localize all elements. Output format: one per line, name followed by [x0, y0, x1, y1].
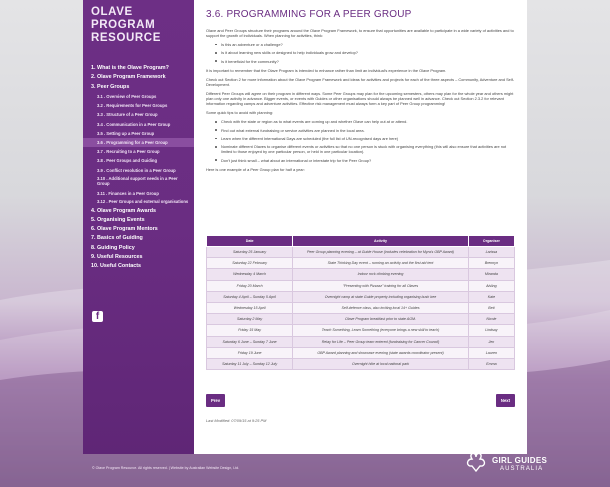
table-row [207, 291, 515, 302]
next-button[interactable]: Next [496, 394, 515, 407]
table-row [207, 358, 515, 369]
site-logo[interactable] [91, 6, 191, 45]
table-row [207, 280, 515, 291]
sidebar-subitem[interactable]: 3.10 . Additional support needs in a Peer Group [97, 176, 178, 187]
sidebar-nav [83, 64, 194, 272]
cell-organiser: Nicole [468, 314, 514, 325]
paragraph: Different Peer Groups will agree on their program in different ways. Some Peer Groups may plan for the upcoming semesters, others may plan for the whole year and others might plan only one activity in advance. Bigger events, or events with Guides or other organisations should always be planned well in advance. Check out Section 2.3.2 for relevant information regarding camps and adventure activities. Effective risk management must always form a key part of Peer Group programming! [206, 91, 514, 107]
sidebar-subitem[interactable]: 3.1 . Overview of Peer Groups [97, 93, 157, 99]
cell-date: Saturday 11 July – Sunday 12 July [207, 358, 293, 369]
cell-organiser: Lauren [468, 347, 514, 358]
brand-country: AUSTRALIA [500, 466, 544, 472]
cell-organiser: Beti [468, 302, 514, 313]
peer-group-plan-table [206, 235, 515, 370]
cell-organiser: Miranda [468, 269, 514, 280]
sidebar-subitem[interactable]: 3.8 . Peer Groups and Guiding [97, 158, 158, 164]
sidebar-subitem[interactable]: 3.3 . Structure of a Peer Group [97, 112, 158, 118]
list-item: Is this an adventure or a challenge? [215, 42, 516, 47]
sidebar-item[interactable]: 1. What is the Olave Program? [91, 65, 169, 71]
sidebar-item[interactable]: 5. Organising Events [91, 216, 145, 223]
cell-activity: Self-defence class, also inviting local 14+ Guides [293, 302, 469, 313]
cell-activity: State Thinking Day event – running an activity and the first aid tent [293, 258, 469, 269]
cell-date: Wednesday 15 April [207, 302, 293, 313]
page-title-number: 3.6. [206, 9, 224, 20]
cell-date: Saturday 4 April – Sunday 5 April [207, 291, 293, 302]
list-item: Is it beneficial for the community? [215, 59, 516, 64]
list-item: Nominate different Olaves to organise different events or activities so that no one person is stuck with organising everything (this will also ensure that activities are not limited to those enjoyed by one particular person, or held in one particular location). [215, 144, 516, 154]
sidebar-item[interactable]: 10. Useful Contacts [91, 263, 142, 270]
page-title-text: PROGRAMMING FOR A PEER GROUP [226, 9, 412, 20]
logo-line: RESOURCE [91, 32, 161, 44]
sidebar-item[interactable]: 3. Peer Groups [91, 83, 130, 90]
cell-date: Friday 19 June [207, 347, 293, 358]
sidebar-item[interactable]: 7. Basics of Guiding [91, 235, 143, 242]
sidebar-item[interactable]: 2. Olave Program Framework [91, 74, 166, 81]
sidebar-subitem[interactable]: 3.2 . Requirements for Peer Groups [97, 103, 168, 109]
cell-activity: "Presenting with Pizzazz" training for all Olaves [293, 280, 469, 291]
cell-organiser: Jen [468, 336, 514, 347]
paragraph: It is important to remember that the Olave Program is intended to enhance rather than limit an individual's experience in the Olave Program. [206, 67, 447, 73]
brand-name: GIRL GUIDES [492, 456, 548, 465]
sidebar-subitem[interactable]: 3.6 . Programming for a Peer Group [83, 138, 194, 147]
cell-date: Wednesday 4 March [207, 269, 293, 280]
list-item: Don't just think small – what about an international or interstate trip for the Peer Group? [215, 158, 516, 163]
sidebar-item[interactable]: 9. Useful Resources [91, 254, 143, 261]
sidebar-subitem[interactable]: 3.5 . Setting up a Peer Group [97, 130, 155, 136]
cell-date: Saturday 6 June – Sunday 7 June [207, 336, 293, 347]
prev-button[interactable]: Prev [206, 394, 225, 407]
table-row [207, 325, 515, 336]
cell-activity: Overnight hike at local national park [293, 358, 469, 369]
tips-intro: Some quick tips to avoid with planning: [206, 110, 274, 116]
cell-activity: Indoor rock climbing evening [293, 269, 469, 280]
think-list [206, 42, 516, 64]
table-row [207, 347, 515, 358]
table-row [207, 336, 515, 347]
cell-organiser: Kate [468, 291, 514, 302]
cell-activity: Peer Group planning evening – at Guide House (includes celebration for Myra's OBP Award) [293, 247, 469, 258]
cell-date: Saturday 2 May [207, 314, 293, 325]
tips-list [206, 119, 516, 163]
facebook-icon[interactable]: f [92, 311, 103, 322]
cell-organiser: Lindsay [468, 325, 514, 336]
main-content [194, 0, 527, 454]
list-item: Find out what external fundraising or service activities are planned in the local area. [215, 128, 516, 133]
sidebar-subitem[interactable]: 3.12 . Peer Groups and external organisations [97, 199, 189, 205]
sidebar-subitem[interactable]: 3.7 . Recruiting to a Peer Group [97, 149, 160, 155]
footer-copyright: © Olave Program Resource. All rights reserved. | Website by Australian Website Design, Ltd. [92, 466, 240, 470]
sidebar-subitem[interactable]: 3.9 . Conflict resolution in a Peer Group [97, 167, 176, 173]
list-item: Check with the state or region as to what events are coming up and whether Olave can help out at or attend. [215, 119, 516, 124]
sidebar-subitem[interactable]: 3.11 . Finances in a Peer Group [97, 190, 159, 196]
article-body [206, 28, 516, 176]
table-row [207, 314, 515, 325]
sidebar-item[interactable]: 8. Guiding Policy [91, 244, 135, 251]
cell-activity: Overnight camp at state Guide property including organising bush bee [293, 291, 469, 302]
column-header-date: Date [207, 236, 293, 247]
example-intro: Here is one example of a Peer Group plan for half a year: [206, 166, 305, 172]
cell-activity: OBP Award planning and showcase evening (state awards coordinator present) [293, 347, 469, 358]
table-row [207, 247, 515, 258]
logo-line: PROGRAM [91, 19, 156, 31]
sidebar-subitem[interactable]: 3.4 . Communication in a Peer Group [97, 121, 171, 127]
table-row [207, 269, 515, 280]
sidebar-item[interactable]: 6. Olave Program Mentors [91, 226, 158, 233]
cell-date: Friday 15 May [207, 325, 293, 336]
cell-date: Saturday 22 February [207, 258, 293, 269]
paragraph: Check out Section 2 for more information about the Olave Program Framework and ideas for activities and projects for each of the three aspects – Community, Adventure and Self-Development. [206, 76, 515, 88]
list-item: Is it about learning new skills or designed to help individuals grow and develop? [215, 50, 516, 55]
cell-date: Friday 20 March [207, 280, 293, 291]
cell-organiser: Aisling [468, 280, 514, 291]
sidebar [83, 0, 194, 454]
cell-organiser: Brennyn [468, 258, 514, 269]
column-header-activity: Activity [293, 236, 469, 247]
table-row [207, 258, 515, 269]
cell-organiser: Emma [468, 358, 514, 369]
column-header-organiser: Organiser [468, 236, 514, 247]
table-row [207, 302, 515, 313]
cell-date: Saturday 25 January [207, 247, 293, 258]
cell-organiser: Larissa [468, 247, 514, 258]
cell-activity: Olave Program breakfast prior to state AGM. [293, 314, 469, 325]
cell-activity: Teach Something, Learn Something (everyone brings a new skill to teach) [293, 325, 469, 336]
logo-line: OLAVE [91, 6, 133, 18]
list-item: Learn when the different International Days are scheduled (the full list of UN-recognised days are here) [215, 136, 516, 141]
last-modified: Last Modified: 07/09/15 at 9:25 PM [206, 418, 267, 423]
intro-paragraph: Olave and Peer Groups structure their programs around the Olave Program Framework, to ensure that opportunities are available to participate in a wide variety of activities and to support the growth of individuals. When planning for activities, think: [206, 28, 514, 39]
page-title [206, 9, 412, 20]
page-frame [83, 0, 527, 454]
sidebar-item[interactable]: 4. Olave Program Awards [91, 207, 157, 214]
table-header-row [207, 236, 515, 247]
cell-activity: Relay for Life – Peer Group team entered (fundraising for Cancer Council) [293, 336, 469, 347]
